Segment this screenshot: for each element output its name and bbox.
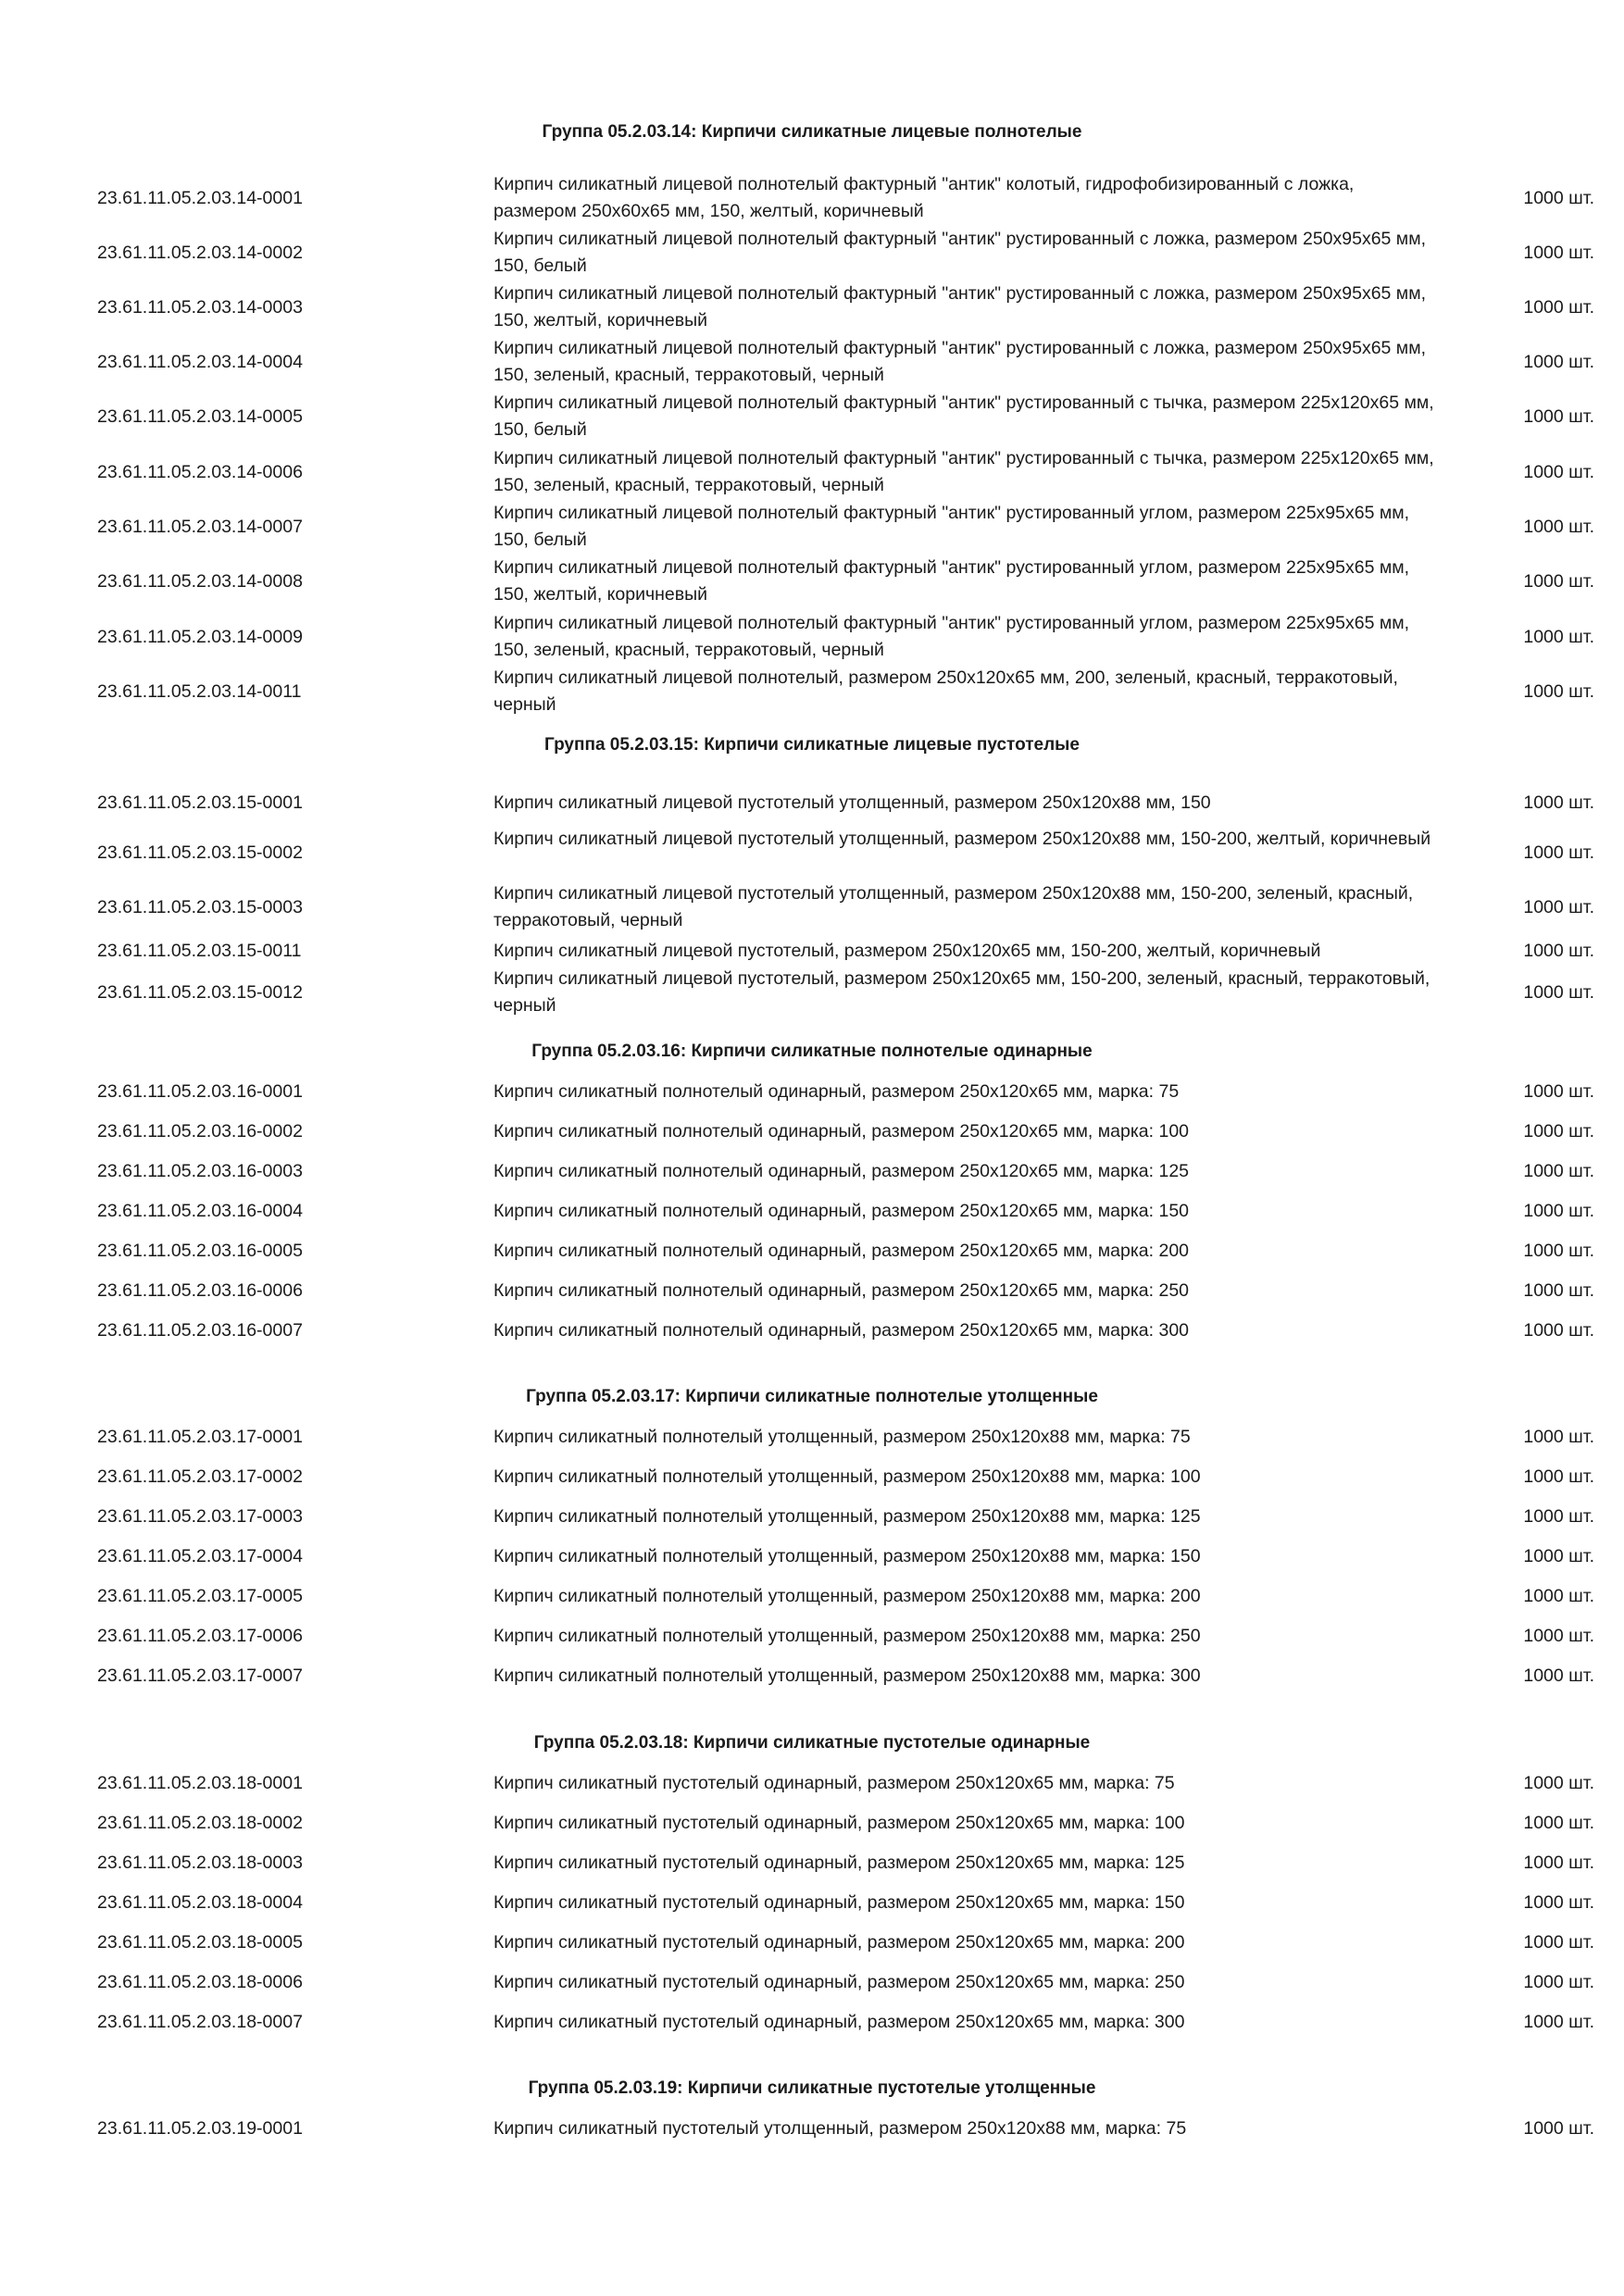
item-description: Кирпич силикатный лицевой полнотелый фактурный "антик" рустированный с ложка, размером 250х95х65 мм, 150, желтый, коричневый [493, 283, 1427, 331]
item-description: Кирпич силикатный лицевой полнотелый фактурный "антик" рустированный с ложка, размером 250х95х65 мм, 150, белый [493, 229, 1427, 276]
group-title: Группа 05.2.03.14: Кирпичи силикатные лицевые полнотелые [542, 122, 1082, 142]
item-description: Кирпич силикатный пустотелый одинарный, размером 250х120х65 мм, марка: 150 [493, 1892, 1185, 1913]
item-description: Кирпич силикатный полнотелый утолщенный, размером 250х120х88 мм, марка: 200 [493, 1586, 1201, 1606]
item-code: 23.61.11.05.2.03.14-0007 [97, 516, 303, 537]
item-unit: 1000 шт. [1523, 570, 1594, 592]
item-unit: 1000 шт. [1523, 1813, 1594, 1833]
item-unit: 1000 шт. [1523, 1280, 1594, 1301]
item-unit: 1000 шт. [1523, 1201, 1594, 1221]
item-unit: 1000 шт. [1523, 1320, 1594, 1341]
group-title: Группа 05.2.03.17: Кирпичи силикатные полнотелые утолщенные [526, 1387, 1098, 1406]
item-code: 23.61.11.05.2.03.16-0004 [97, 1201, 303, 1221]
table-row [0, 1543, 1624, 1570]
item-code: 23.61.11.05.2.03.16-0001 [97, 1081, 303, 1102]
item-unit: 1000 шт. [1523, 242, 1594, 263]
item-unit: 1000 шт. [1523, 1972, 1594, 1992]
table-row [0, 335, 1624, 389]
item-code: 23.61.11.05.2.03.15-0001 [97, 792, 303, 813]
item-description: Кирпич силикатный лицевой полнотелый фактурный "антик" рустированный углом, размером 225х95х65 мм, 150, зеленый, красный, терракотовый, черный [493, 613, 1410, 660]
item-description: Кирпич силикатный пустотелый утолщенный, размером 250х120х88 мм, марка: 75 [493, 2118, 1187, 2139]
item-description: Кирпич силикатный лицевой полнотелый фактурный "антик" рустированный с ложка, размером 250х95х65 мм, 150, зеленый, красный, терракотовый, черный [493, 338, 1427, 385]
item-description: Кирпич силикатный полнотелый утолщенный, размером 250х120х88 мм, марка: 75 [493, 1427, 1191, 1447]
item-description: Кирпич силикатный полнотелый одинарный, размером 250х120х65 мм, марка: 200 [493, 1241, 1190, 1261]
table-row [0, 1317, 1624, 1344]
item-code: 23.61.11.05.2.03.16-0006 [97, 1280, 303, 1301]
item-unit: 1000 шт. [1523, 1932, 1594, 1953]
item-unit: 1000 шт. [1523, 2012, 1594, 2032]
item-description: Кирпич силикатный пустотелый одинарный, размером 250х120х65 мм, марка: 250 [493, 1972, 1185, 1992]
item-code: 23.61.11.05.2.03.17-0003 [97, 1506, 303, 1527]
item-description: Кирпич силикатный лицевой пустотелый утолщенный, размером 250х120х88 мм, 150-200, желтый, коричневый [493, 829, 1431, 849]
table-row [0, 445, 1624, 499]
item-code: 23.61.11.05.2.03.16-0007 [97, 1320, 303, 1341]
item-unit: 1000 шт. [1523, 1892, 1594, 1913]
item-code: 23.61.11.05.2.03.15-0012 [97, 981, 303, 1003]
item-code: 23.61.11.05.2.03.17-0006 [97, 1626, 303, 1646]
table-row [0, 1118, 1624, 1145]
item-description: Кирпич силикатный лицевой полнотелый фактурный "антик" рустированный углом, размером 225х95х65 мм, 150, желтый, коричневый [493, 557, 1410, 605]
item-description: Кирпич силикатный лицевой пустотелый, размером 250х120х65 мм, 150-200, желтый, коричневый [493, 941, 1321, 961]
item-code: 23.61.11.05.2.03.15-0011 [97, 941, 302, 961]
item-code: 23.61.11.05.2.03.17-0004 [97, 1546, 303, 1566]
table-row [0, 1663, 1624, 1690]
table-row [0, 1504, 1624, 1530]
item-description: Кирпич силикатный полнотелый одинарный, размером 250х120х65 мм, марка: 125 [493, 1161, 1190, 1181]
item-code: 23.61.11.05.2.03.14-0009 [97, 626, 303, 647]
item-unit: 1000 шт. [1523, 792, 1594, 813]
group-title: Группа 05.2.03.16: Кирпичи силикатные полнотелые одинарные [531, 1042, 1093, 1061]
item-description: Кирпич силикатный полнотелый одинарный, размером 250х120х65 мм, марка: 100 [493, 1121, 1190, 1142]
item-unit: 1000 шт. [1523, 2118, 1594, 2139]
item-code: 23.61.11.05.2.03.18-0001 [97, 1773, 303, 1793]
item-unit: 1000 шт. [1523, 680, 1594, 702]
item-code: 23.61.11.05.2.03.18-0004 [97, 1892, 303, 1913]
item-code: 23.61.11.05.2.03.17-0002 [97, 1466, 303, 1487]
item-description: Кирпич силикатный лицевой полнотелый фактурный "антик" колотый, гидрофобизированный с ложка, размером 250х60х65 мм, 150, желтый, коричневый [493, 174, 1355, 221]
item-description: Кирпич силикатный полнотелый одинарный, размером 250х120х65 мм, марка: 150 [493, 1201, 1190, 1221]
table-row [0, 1583, 1624, 1610]
item-description: Кирпич силикатный лицевой полнотелый фактурный "антик" рустированный с тычка, размером 225х120х65 мм, 150, зеленый, красный, терракотовый, черный [493, 448, 1434, 495]
item-code: 23.61.11.05.2.03.15-0003 [97, 896, 303, 917]
table-row [0, 1198, 1624, 1225]
item-unit: 1000 шт. [1523, 406, 1594, 427]
item-code: 23.61.11.05.2.03.18-0007 [97, 2012, 303, 2032]
item-code: 23.61.11.05.2.03.14-0008 [97, 570, 303, 592]
item-code: 23.61.11.05.2.03.14-0002 [97, 242, 303, 263]
table-row [0, 665, 1624, 718]
item-description: Кирпич силикатный пустотелый одинарный, размером 250х120х65 мм, марка: 300 [493, 2012, 1185, 2032]
table-row [0, 1464, 1624, 1491]
item-unit: 1000 шт. [1523, 981, 1594, 1003]
item-unit: 1000 шт. [1523, 1161, 1594, 1181]
table-row [0, 1158, 1624, 1185]
item-unit: 1000 шт. [1523, 626, 1594, 647]
item-code: 23.61.11.05.2.03.16-0005 [97, 1241, 303, 1261]
item-description: Кирпич силикатный лицевой полнотелый, размером 250х120х65 мм, 200, зеленый, красный, терракотовый, черный [493, 668, 1398, 715]
item-unit: 1000 шт. [1523, 1586, 1594, 1606]
item-code: 23.61.11.05.2.03.14-0004 [97, 351, 303, 372]
item-unit: 1000 шт. [1523, 1666, 1594, 1686]
table-row [0, 1890, 1624, 1916]
item-description: Кирпич силикатный пустотелый одинарный, размером 250х120х65 мм, марка: 100 [493, 1813, 1185, 1833]
table-row [0, 1770, 1624, 1797]
item-description: Кирпич силикатный полнотелый утолщенный, размером 250х120х88 мм, марка: 250 [493, 1626, 1201, 1646]
table-row [0, 1278, 1624, 1304]
item-unit: 1000 шт. [1523, 1081, 1594, 1102]
item-code: 23.61.11.05.2.03.17-0007 [97, 1666, 303, 1686]
item-description: Кирпич силикатный лицевой пустотелый утолщенный, размером 250х120х88 мм, 150 [493, 792, 1211, 813]
item-code: 23.61.11.05.2.03.16-0002 [97, 1121, 303, 1142]
item-description: Кирпич силикатный лицевой пустотелый утолщенный, размером 250х120х88 мм, 150-200, зеленый, красный, терракотовый, черный [493, 883, 1414, 930]
table-row [0, 1969, 1624, 1996]
item-code: 23.61.11.05.2.03.18-0005 [97, 1932, 303, 1953]
table-row [0, 390, 1624, 443]
item-code: 23.61.11.05.2.03.14-0003 [97, 296, 303, 318]
item-description: Кирпич силикатный полнотелый утолщенный, размером 250х120х88 мм, марка: 150 [493, 1546, 1201, 1566]
item-unit: 1000 шт. [1523, 1466, 1594, 1487]
table-row [0, 1424, 1624, 1451]
item-unit: 1000 шт. [1523, 1546, 1594, 1566]
item-unit: 1000 шт. [1523, 1121, 1594, 1142]
table-row [0, 2009, 1624, 2036]
item-code: 23.61.11.05.2.03.14-0011 [97, 680, 302, 702]
item-description: Кирпич силикатный пустотелый одинарный, размером 250х120х65 мм, марка: 125 [493, 1853, 1185, 1873]
item-description: Кирпич силикатный лицевой полнотелый фактурный "антик" рустированный с тычка, размером 225х120х65 мм, 150, белый [493, 393, 1434, 440]
item-description: Кирпич силикатный лицевой пустотелый, размером 250х120х65 мм, 150-200, зеленый, красный, терракотовый, черный [493, 968, 1430, 1016]
table-row [0, 1810, 1624, 1837]
table-row [0, 500, 1624, 554]
item-unit: 1000 шт. [1523, 461, 1594, 482]
item-unit: 1000 шт. [1523, 351, 1594, 372]
table-row [0, 880, 1624, 934]
item-unit: 1000 шт. [1523, 1626, 1594, 1646]
table-row [0, 555, 1624, 608]
item-unit: 1000 шт. [1523, 896, 1594, 917]
item-code: 23.61.11.05.2.03.19-0001 [97, 2118, 303, 2139]
group-title: Группа 05.2.03.19: Кирпичи силикатные пустотелые утолщенные [528, 2078, 1096, 2098]
item-code: 23.61.11.05.2.03.14-0001 [97, 187, 303, 208]
item-code: 23.61.11.05.2.03.18-0002 [97, 1813, 303, 1833]
item-code: 23.61.11.05.2.03.18-0003 [97, 1853, 303, 1873]
table-row [0, 938, 1624, 965]
table-row [0, 1850, 1624, 1877]
item-description: Кирпич силикатный лицевой полнотелый фактурный "антик" рустированный углом, размером 225х95х65 мм, 150, белый [493, 503, 1410, 550]
table-row [0, 1929, 1624, 1956]
table-row [0, 790, 1624, 817]
item-unit: 1000 шт. [1523, 1506, 1594, 1527]
item-unit: 1000 шт. [1523, 1773, 1594, 1793]
item-code: 23.61.11.05.2.03.17-0001 [97, 1427, 303, 1447]
item-code: 23.61.11.05.2.03.16-0003 [97, 1161, 303, 1181]
item-description: Кирпич силикатный полнотелый одинарный, размером 250х120х65 мм, марка: 300 [493, 1320, 1190, 1341]
item-unit: 1000 шт. [1523, 1241, 1594, 1261]
group-title: Группа 05.2.03.15: Кирпичи силикатные лицевые пустотелые [544, 735, 1080, 755]
item-code: 23.61.11.05.2.03.17-0005 [97, 1586, 303, 1606]
group-title: Группа 05.2.03.18: Кирпичи силикатные пустотелые одинарные [533, 1733, 1091, 1753]
item-description: Кирпич силикатный полнотелый одинарный, размером 250х120х65 мм, марка: 75 [493, 1081, 1180, 1102]
table-row [0, 281, 1624, 334]
item-unit: 1000 шт. [1523, 516, 1594, 537]
item-unit: 1000 шт. [1523, 842, 1594, 863]
item-description: Кирпич силикатный полнотелый утолщенный, размером 250х120х88 мм, марка: 300 [493, 1666, 1201, 1686]
item-unit: 1000 шт. [1523, 296, 1594, 318]
item-unit: 1000 шт. [1523, 941, 1594, 961]
item-code: 23.61.11.05.2.03.15-0002 [97, 842, 303, 863]
item-code: 23.61.11.05.2.03.14-0005 [97, 406, 303, 427]
table-row [0, 966, 1624, 1019]
table-row [0, 1623, 1624, 1650]
item-description: Кирпич силикатный полнотелый утолщенный, размером 250х120х88 мм, марка: 100 [493, 1466, 1201, 1487]
table-row [0, 226, 1624, 280]
table-row [0, 171, 1624, 225]
item-description: Кирпич силикатный пустотелый одинарный, размером 250х120х65 мм, марка: 75 [493, 1773, 1175, 1793]
item-description: Кирпич силикатный полнотелый одинарный, размером 250х120х65 мм, марка: 250 [493, 1280, 1190, 1301]
item-unit: 1000 шт. [1523, 1853, 1594, 1873]
table-row [0, 2115, 1624, 2142]
table-row [0, 1238, 1624, 1265]
item-description: Кирпич силикатный полнотелый утолщенный, размером 250х120х88 мм, марка: 125 [493, 1506, 1201, 1527]
item-code: 23.61.11.05.2.03.18-0006 [97, 1972, 303, 1992]
table-row [0, 610, 1624, 664]
item-unit: 1000 шт. [1523, 1427, 1594, 1447]
item-unit: 1000 шт. [1523, 187, 1594, 208]
table-row [0, 1079, 1624, 1105]
item-description: Кирпич силикатный пустотелый одинарный, размером 250х120х65 мм, марка: 200 [493, 1932, 1185, 1953]
table-row [0, 826, 1624, 880]
item-code: 23.61.11.05.2.03.14-0006 [97, 461, 303, 482]
